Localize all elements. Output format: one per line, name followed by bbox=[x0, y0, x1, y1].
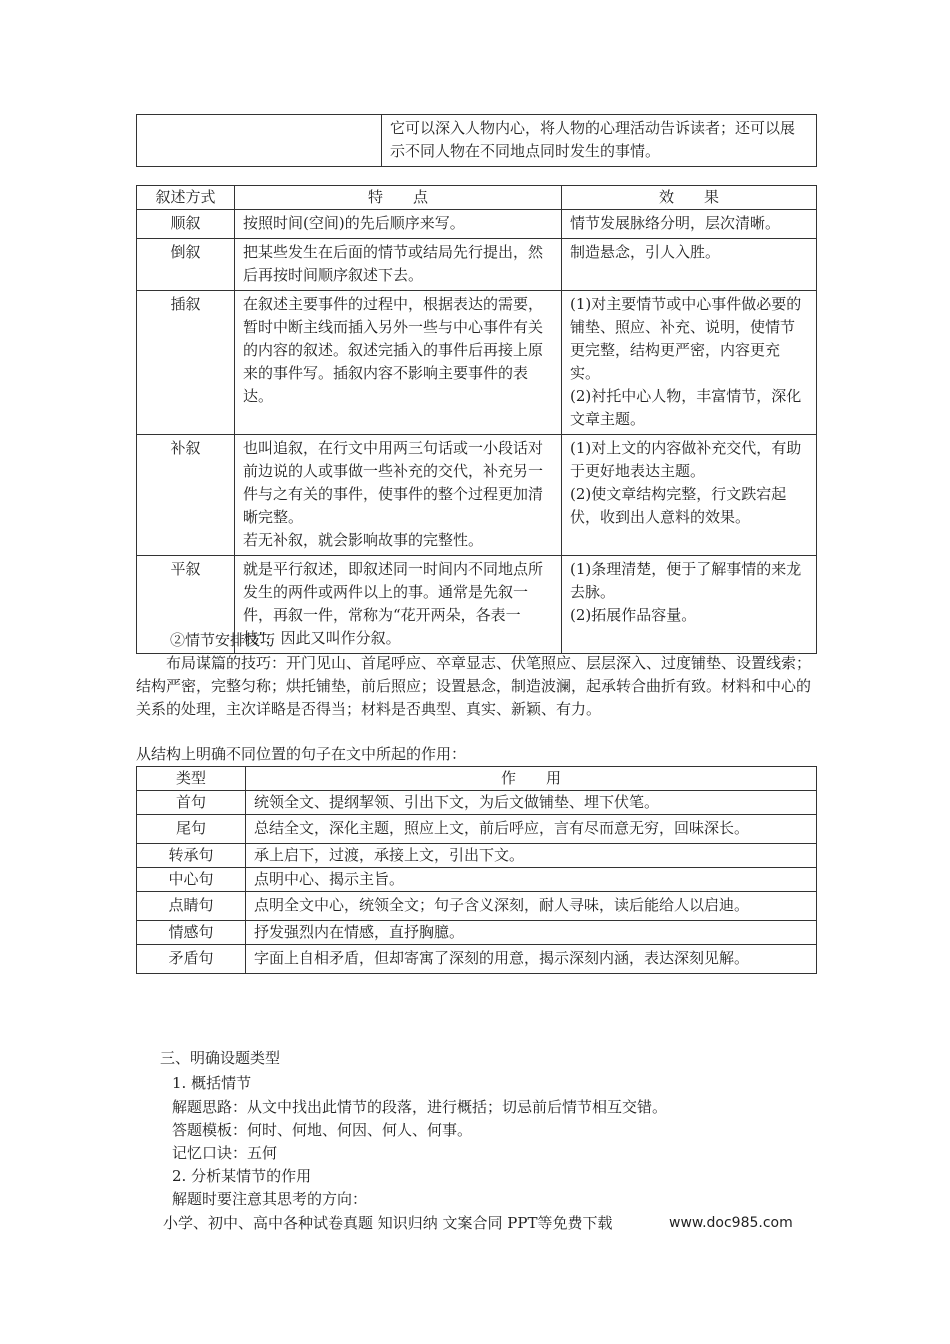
footer-website: www.doc985.com bbox=[669, 1215, 793, 1231]
table-row bbox=[137, 210, 817, 239]
narration-header-effect: 效 果 bbox=[562, 186, 817, 210]
table-row bbox=[137, 239, 817, 291]
narration-header-method: 叙述方式 bbox=[137, 186, 235, 210]
answer-template: 答题模板：何时、何地、何因、何人、何事。 bbox=[172, 1121, 473, 1139]
sentence-type: 中心句 bbox=[137, 868, 246, 892]
sentence-table bbox=[136, 766, 817, 974]
feature-text: 也叫追叙，在行文中用两三句话或一小段话对前边说的人或事做一些补充的交代，补充另一件与之有关的事件，使事件的整个过程更加清晰完整。 bbox=[243, 439, 544, 526]
item-plot-function: 2. 分析某情节的作用 bbox=[172, 1167, 312, 1185]
table-row bbox=[137, 791, 817, 815]
section-title: 三、明确设题类型 bbox=[160, 1049, 281, 1067]
layout-paragraph: 布局谋篇的技巧：开门见山、首尾呼应、卒章显志、伏笔照应、层层深入、过度铺垫、设置线索；结构严密，完整匀称；烘托铺垫，前后照应；设置悬念，制造波澜，起承转合曲折有致。材料和中心的关系的处理，主次详略是否得当；材料是否典型、真实、新颖、有力。 bbox=[136, 654, 812, 718]
narration-method: 平叙 bbox=[137, 556, 235, 654]
narration-method: 倒叙 bbox=[137, 239, 235, 291]
feature-text: 按照时间(空间)的先后顺序来写。 bbox=[243, 214, 465, 232]
narration-effect bbox=[562, 291, 817, 435]
sentence-type: 转承句 bbox=[137, 844, 246, 868]
feature-text: 就是平行叙述，即叙述同一时间内不同地点所发生的两件或两件以上的事。通常是先叙一件，再叙一件，常称为“花开两朵，各表一枝”，因此又叫作分叙。 bbox=[243, 560, 544, 647]
narration-table bbox=[136, 185, 817, 654]
table-row bbox=[137, 435, 817, 556]
narration-feature bbox=[235, 239, 562, 291]
sentence-use: 统领全文、提纲挈领、引出下文，为后文做铺垫、埋下伏笔。 bbox=[246, 791, 817, 815]
effect-text: (1)对上文的内容做补充交代，有助于更好地表达主题。 bbox=[570, 439, 802, 480]
narration-header-feature: 特 点 bbox=[235, 186, 562, 210]
sentence-use: 抒发强烈内在情感，直抒胸臆。 bbox=[246, 921, 817, 945]
table-row bbox=[137, 892, 817, 921]
narration-feature bbox=[235, 435, 562, 556]
thinking-direction: 解题时要注意其思考的方向： bbox=[172, 1190, 368, 1208]
sentence-use: 点明中心、揭示主旨。 bbox=[246, 868, 817, 892]
sentence-header-use: 作 用 bbox=[246, 767, 817, 791]
table-row bbox=[137, 291, 817, 435]
effect-text: (1)对主要情节或中心事件做必要的铺垫、照应、补充、说明，使情节更完整，结构更严密，内容更充实。 bbox=[570, 295, 802, 382]
feature-text: 若无补叙，就会影响故事的完整性。 bbox=[243, 531, 484, 549]
sentence-type: 矛盾句 bbox=[137, 945, 246, 974]
table-row bbox=[137, 815, 817, 844]
effect-text: (1)条理清楚，便于了解事情的来龙去脉。 bbox=[570, 560, 802, 601]
narration-feature bbox=[235, 210, 562, 239]
effect-text: (2)衬托中心人物，丰富情节，深化文章主题。 bbox=[570, 387, 802, 428]
sentence-type: 情感句 bbox=[137, 921, 246, 945]
sentence-use: 字面上自相矛盾，但却寄寓了深刻的用意，揭示深刻内涵，表达深刻见解。 bbox=[246, 945, 817, 974]
feature-text: 把某些发生在后面的情节或结局先行提出，然后再按时间顺序叙述下去。 bbox=[243, 243, 544, 284]
table-row bbox=[137, 844, 817, 868]
narration-effect bbox=[562, 556, 817, 654]
narration-method: 顺叙 bbox=[137, 210, 235, 239]
effect-text: 制造悬念，引人入胜。 bbox=[570, 243, 721, 261]
narration-method: 补叙 bbox=[137, 435, 235, 556]
item-summarize-plot: 1. 概括情节 bbox=[172, 1074, 252, 1092]
footer-promo: 小学、初中、高中各种试卷真题 知识归纳 文案合同 PPT等免费下载 bbox=[163, 1214, 613, 1232]
narration-effect bbox=[562, 239, 817, 291]
sentence-use: 总结全文，深化主题，照应上文，前后呼应，言有尽而意无穷，回味深长。 bbox=[246, 815, 817, 844]
sentence-type: 尾句 bbox=[137, 815, 246, 844]
table-row bbox=[137, 945, 817, 974]
table-row bbox=[137, 921, 817, 945]
sentence-intro: 从结构上明确不同位置的句子在文中所起的作用： bbox=[136, 745, 467, 763]
effect-text: (2)使文章结构完整，行文跌宕起伏，收到出人意料的效果。 bbox=[570, 485, 787, 526]
narration-feature bbox=[235, 291, 562, 435]
top-table bbox=[136, 114, 817, 167]
solution-approach: 解题思路：从文中找出此情节的段落，进行概括；切忌前后情节相互交错。 bbox=[172, 1098, 668, 1116]
feature-text: 在叙述主要事件的过程中，根据表达的需要，暂时中断主线而插入另外一些与中心事件有关的内容的叙述。叙述完插入的事件后再接上原来的事件写。插叙内容不影响主要事件的表达。 bbox=[243, 295, 544, 405]
effect-text: (2)拓展作品容量。 bbox=[570, 606, 697, 624]
sentence-type: 首句 bbox=[137, 791, 246, 815]
sentence-use: 点明全文中心，统领全文；句子含义深刻，耐人寻味，读后能给人以启迪。 bbox=[246, 892, 817, 921]
effect-text: 情节发展脉络分明，层次清晰。 bbox=[570, 214, 781, 232]
narration-feature bbox=[235, 556, 562, 654]
memory-formula: 记忆口诀：五何 bbox=[172, 1144, 278, 1162]
narration-effect bbox=[562, 210, 817, 239]
sentence-header-type: 类型 bbox=[137, 767, 246, 791]
top-table-empty-cell bbox=[137, 115, 382, 167]
narration-method: 插叙 bbox=[137, 291, 235, 435]
sentence-use: 承上启下，过渡，承接上文，引出下文。 bbox=[246, 844, 817, 868]
sentence-type: 点睛句 bbox=[137, 892, 246, 921]
table-row bbox=[137, 868, 817, 892]
plot-heading: ②情节安排技巧 bbox=[170, 631, 276, 649]
narration-effect bbox=[562, 435, 817, 556]
top-table-text-cell: 它可以深入人物内心，将人物的心理活动告诉读者；还可以展示不同人物在不同地点同时发生的事情。 bbox=[382, 115, 817, 167]
